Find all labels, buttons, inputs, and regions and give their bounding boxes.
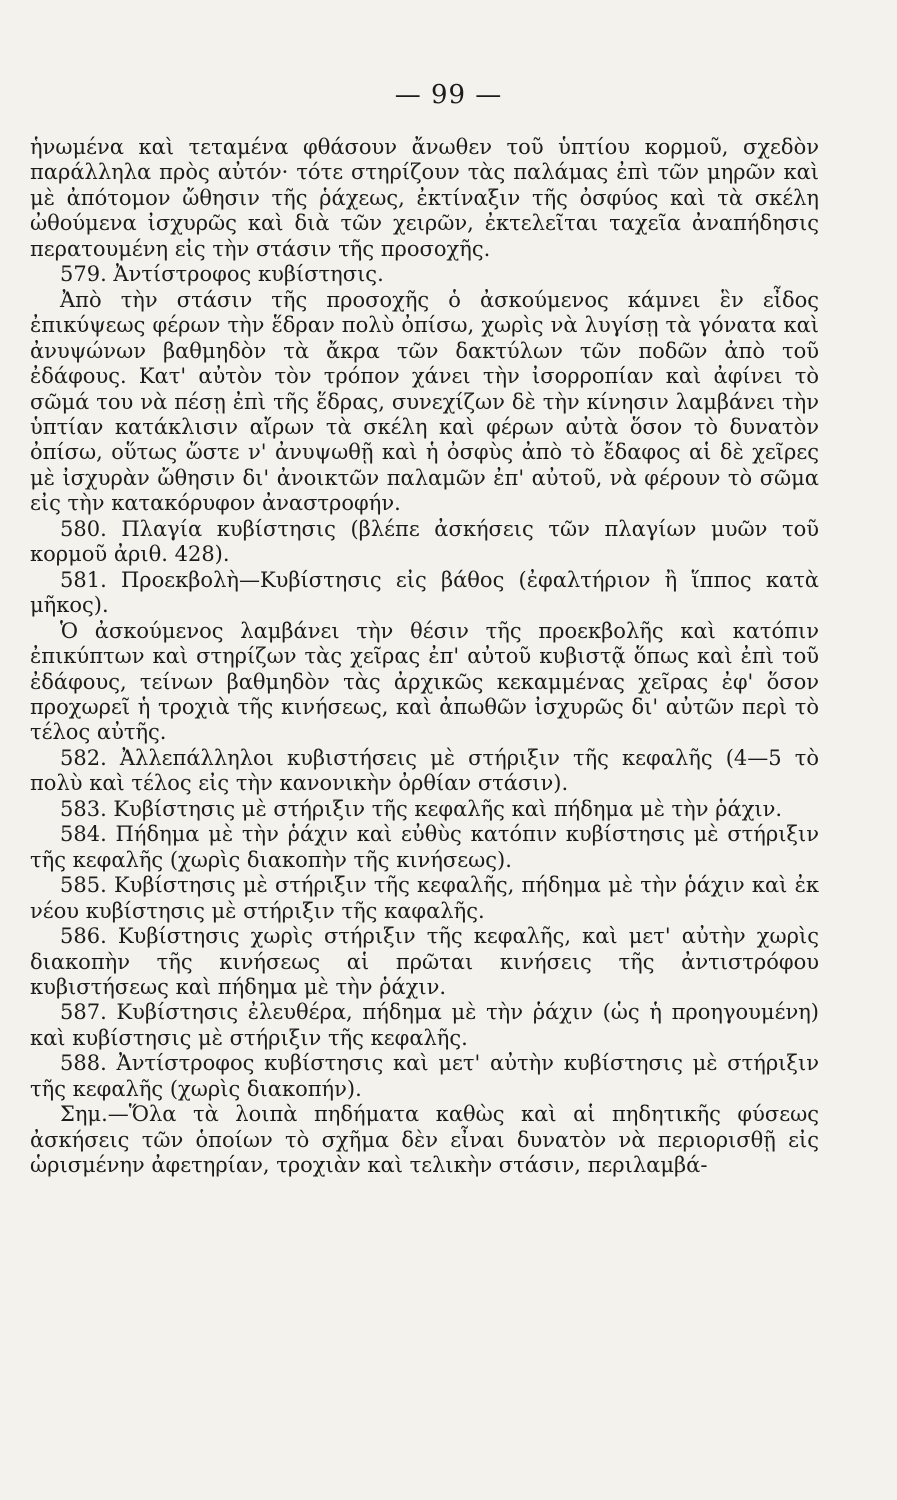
page-number: — 99 — [394, 80, 503, 110]
section-582: 582. Ἀλλεπάλληλοι κυβιστήσεις μὲ στήριξιν τῆς κεφαλῆς (4—5 τὸ πολὺ καὶ τέλος εἰς τὴν κανονικὴν ὀρθίαν στάσιν). [30, 745, 819, 796]
section-581-heading: 581. Προεκβολὴ—Κυβίστησις εἰς βάθος (ἐφαλτήριον ἢ ἵππος κατὰ μῆκος). [30, 567, 819, 618]
page-body [30, 135, 819, 1179]
section-586: 586. Κυβίστησις χωρὶς στήριξιν τῆς κεφαλῆς, καὶ μετ' αὐτὴν χωρὶς διακοπὴν τῆς κινήσεως αἱ πρῶται κινήσεις τῆς ἀντιστρόφου κυβιστήσεως καὶ πήδημα μὲ τὴν ῥάχιν. [30, 924, 819, 999]
section-579-heading: 579. Ἀντίστροφος κυβίστησις. [60, 262, 384, 287]
section-580: 580. Πλαγία κυβίστησις (βλέπε ἀσκήσεις τῶν πλαγίων μυῶν τοῦ κορμοῦ ἀριθ. 428). [30, 516, 819, 567]
section-587: 587. Κυβίστησις ἐλευθέρα, πήδημα μὲ τὴν ῥάχιν (ὡς ἡ προηγουμένη) καὶ κυβίστησις μὲ στήριξιν τῆς κεφαλῆς. [30, 1000, 819, 1050]
section-579-text: Ἀπὸ τὴν στάσιν τῆς προσοχῆς ὁ ἀσκούμενος κάμνει ἓν εἶδος ἐπικύψεως φέρων τὴν ἕδραν πολὺ ὀπίσω, χωρὶς νὰ λυγίσῃ τὰ γόνατα καὶ ἀνυψώνων βαθμηδὸν τὰ ἄκρα τῶν δακτύλων τῶν ποδῶν ἀπὸ τοῦ ἐδάφους. Κατ' αὐτὸν τὸν τρόπον χάνει τὴν ἰσορροπίαν καὶ ἀφίνει τὸ σῶμά του νὰ πέσῃ ἐπὶ τῆς ἕδρας, συνεχίζων δὲ τὴν κίνησιν λαμβάνει τὴν ὑπτίαν κατάκλισιν αἴρων τὰ σκέλη καὶ φέρων αὐτὰ ὅσον τὸ δυνατὸν ὀπίσω, οὕτως ὥστε ν' ἀνυψωθῇ καὶ ἡ ὀσφὺς ἀπὸ τὸ ἔδαφος αἱ δὲ χεῖρες μὲ ἰσχυρὰν ὤθησιν δι' ἀνοικτῶν παλαμῶν ἐπ' αὐτοῦ, νὰ φέρουν τὸ σῶμα εἰς τὴν κατακόρυφον ἀναστροφήν. [30, 287, 819, 516]
note-paragraph: Σημ.—Ὅλα τὰ λοιπὰ πηδήματα καθὼς καὶ αἱ πηδητικῆς φύσεως ἀσκήσεις τῶν ὁποίων τὸ σχῆμα δὲν εἶναι δυνατὸν νὰ περιορισθῇ εἰς ὡρισμένην ἀφετηρίαν, τροχιὰν καὶ τελικὴν στάσιν, περιλαμβά- [30, 1102, 819, 1178]
section-584: 584. Πήδημα μὲ τὴν ῥάχιν καὶ εὐθὺς κατόπιν κυβίστησις μὲ στήριξιν τῆς κεφαλῆς (χωρὶς διακοπὴν τῆς κινήσεως). [30, 822, 819, 872]
section-581-text: Ὁ ἀσκούμενος λαμβάνει τὴν θέσιν τῆς προεκβολῆς καὶ κατόπιν ἐπικύπτων καὶ στηρίζων τὰς χεῖρας ἐπ' αὐτοῦ κυβιστᾷ ὅπως καὶ ἐπὶ τοῦ ἐδάφους, τείνων βαθμηδὸν τὰς ἀρχικῶς κεκαμμένας χεῖρας ἐφ' ὅσον προχωρεῖ ἡ τροχιὰ τῆς κινήσεως, καὶ ἀπωθῶν ἰσχυρῶς δι' αὐτῶν περὶ τὸ τέλος αὐτῆς. [30, 618, 819, 745]
paragraph-continuation: ἡνωμένα καὶ τεταμένα φθάσουν ἄνωθεν τοῦ ὑπτίου κορμοῦ, σχεδὸν παράλληλα πρὸς αὐτόν· τότε στηρίζουν τὰς παλάμας ἐπὶ τῶν μηρῶν καὶ μὲ ἀπότομον ὤθησιν τῆς ῥάχεως, ἐκτίναξιν τῆς ὀσφύος καὶ τὰ σκέλη ὠθούμενα ἰσχυρῶς καὶ διὰ τῶν χειρῶν, ἐκτελεῖται ταχεῖα ἀναπήδησις περατουμένη εἰς τὴν στάσιν τῆς προσοχῆς. [30, 135, 819, 261]
section-583: 583. Κυβίστησις μὲ στήριξιν τῆς κεφαλῆς καὶ πήδημα μὲ τὴν ῥάχιν. [60, 796, 783, 821]
section-585: 585. Κυβίστησις μὲ στήριξιν τῆς κεφαλῆς, πήδημα μὲ τὴν ῥάχιν καὶ ἐκ νέου κυβίστησις μὲ στήριξιν τῆς καφαλῆς. [30, 873, 819, 923]
section-588: 588. Ἀντίστροφος κυβίστησις καὶ μετ' αὐτὴν κυβίστησις μὲ στήριξιν τῆς κεφαλῆς (χωρὶς διακοπήν). [30, 1051, 819, 1101]
